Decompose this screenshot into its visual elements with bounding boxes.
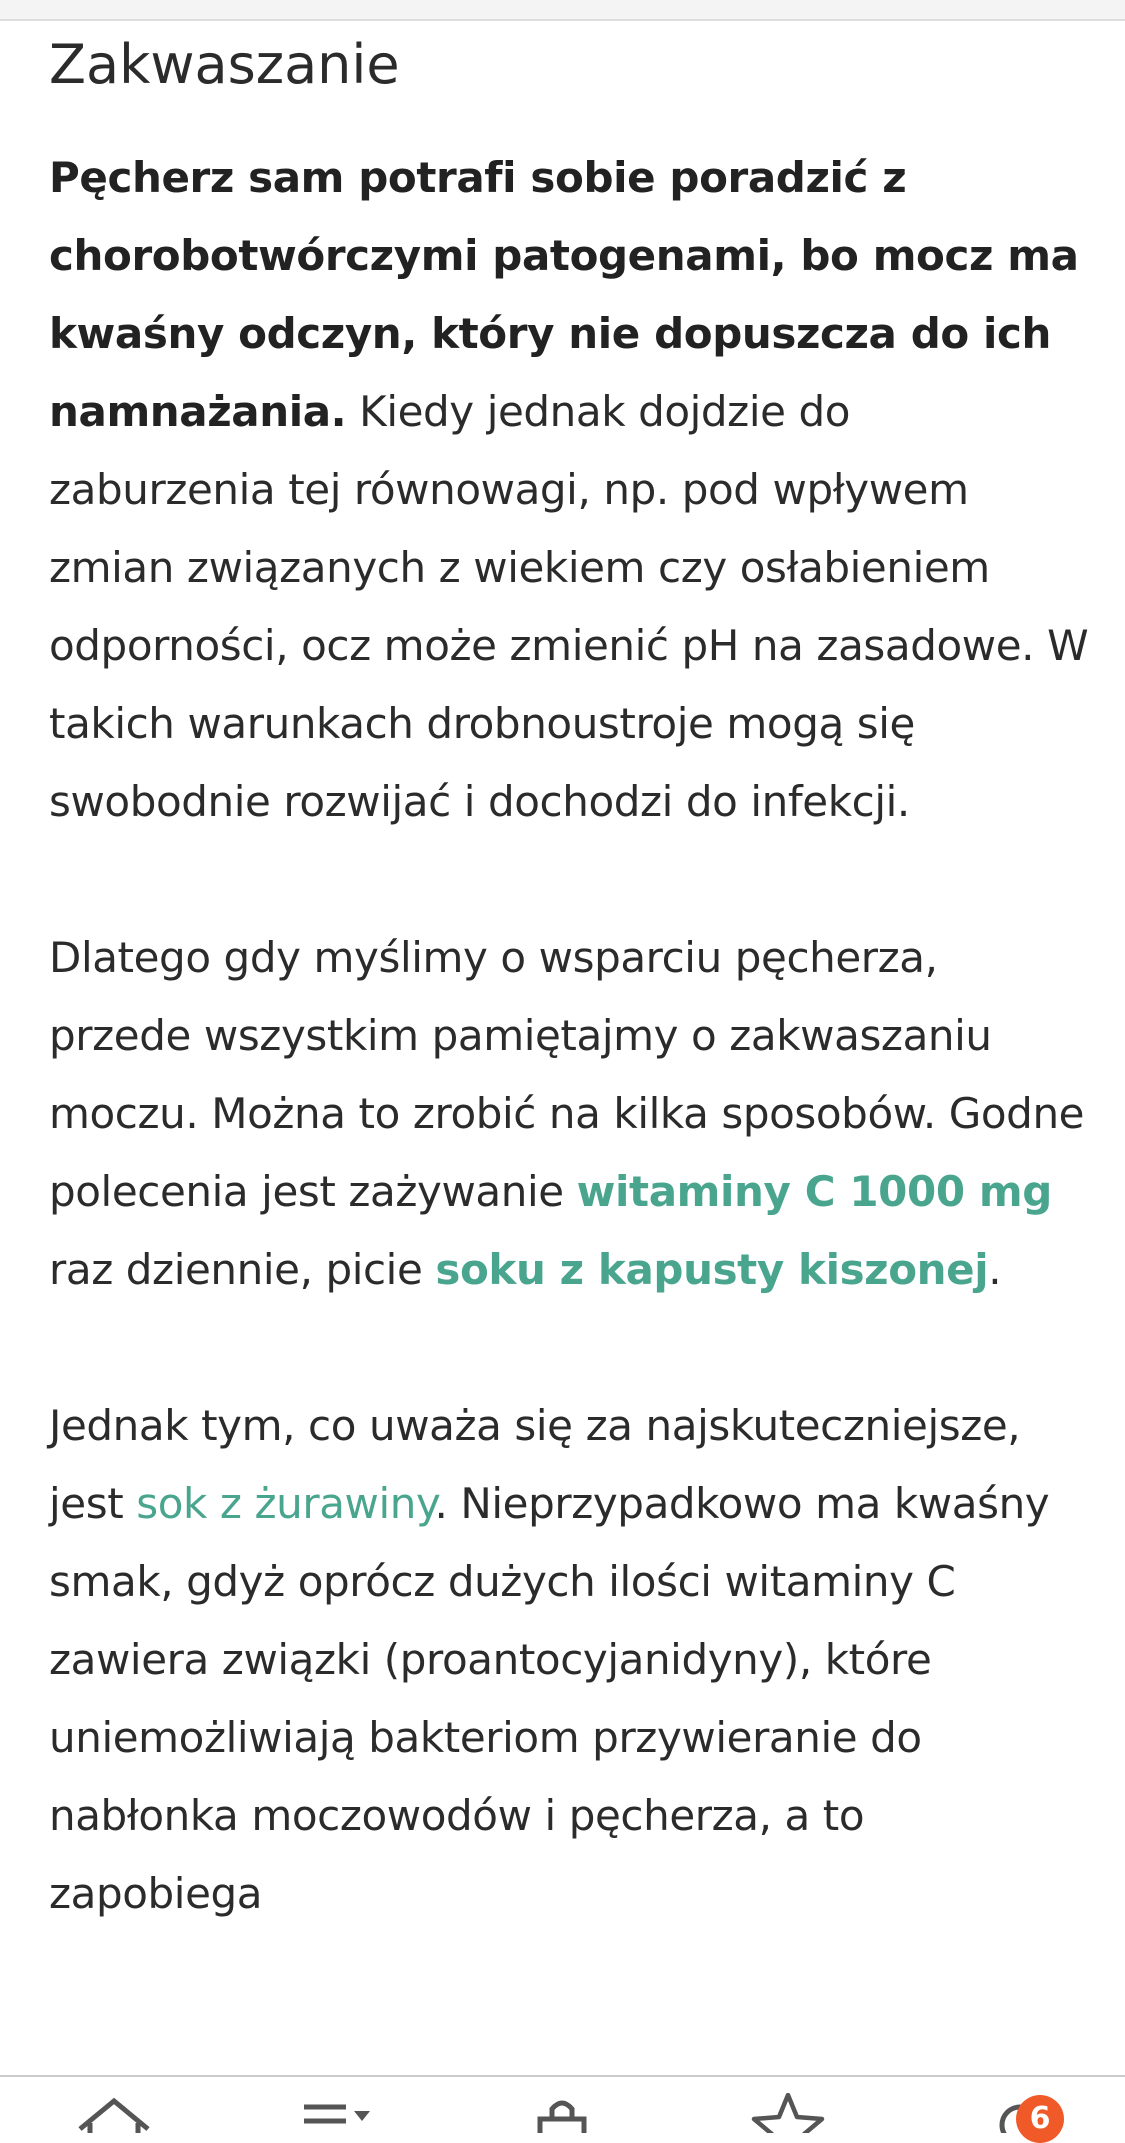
nav-favorites[interactable]: [748, 2093, 828, 2133]
bottom-navigation: [0, 2075, 1125, 2133]
paragraph-text: Kiedy jednak dojdzie do zaburzenia tej równowagi, np. pod wpływem zmian związanych z wiekiem czy osłabieniem odporności, ocz może zmienić pH na zasadowe. W takich warunkach drobnoustroje mogą się swobodnie rozwijać i dochodzi do infekcji.: [49, 387, 1089, 826]
section-heading: Zakwaszanie: [49, 33, 400, 96]
menu-icon: [300, 2093, 380, 2133]
nav-home[interactable]: [74, 2093, 154, 2133]
nav-cart[interactable]: [522, 2093, 602, 2133]
paragraph-acidification-methods: [49, 919, 1089, 1309]
paragraph-text: Jednak tym, co uważa się za najskuteczniejsze, jest: [49, 1401, 1021, 1528]
link-cranberry-juice[interactable]: sok z żurawiny: [136, 1479, 435, 1528]
link-sauerkraut-juice[interactable]: soku z kapusty kiszonej: [435, 1245, 989, 1294]
notification-badge: 6: [1016, 2095, 1064, 2143]
article-content: [49, 19, 1089, 1933]
paragraph-text: Dlatego gdy myślimy o wsparciu pęcherza, przede wszystkim pamiętajmy o zakwaszaniu moczu. Można to zrobić na kilka sposobów. Godne polecenia jest zażywanie: [49, 933, 1085, 1216]
home-icon: [74, 2093, 154, 2133]
nav-menu[interactable]: [300, 2093, 380, 2133]
paragraph-bold-lead: Pęcherz sam potrafi sobie poradzić z chorobotwórczymi patogenami, bo mocz ma kwaśny odczyn, który nie dopuszcza do ich namnażania.: [49, 153, 1079, 436]
top-bar-edge: [0, 0, 1125, 21]
paragraph-text: . Nieprzypadkowo ma kwaśny smak, gdyż oprócz dużych ilości witaminy C zawiera związki (proantocyjanidyny), które uniemożliwiają bakteriom przywieranie do nabłonka moczowodów i pęcherza, a to zapobiega: [49, 1479, 1050, 1918]
paragraph-text: raz dziennie, picie: [49, 1245, 436, 1294]
paragraph-cranberry: [49, 1387, 1089, 1933]
paragraph-acidity: [49, 139, 1089, 841]
shopping-bag-icon: [522, 2093, 602, 2133]
paragraph-text: .: [988, 1245, 1002, 1294]
link-vitamin-c[interactable]: witaminy C 1000 mg: [576, 1167, 1052, 1216]
star-icon: [748, 2093, 828, 2133]
